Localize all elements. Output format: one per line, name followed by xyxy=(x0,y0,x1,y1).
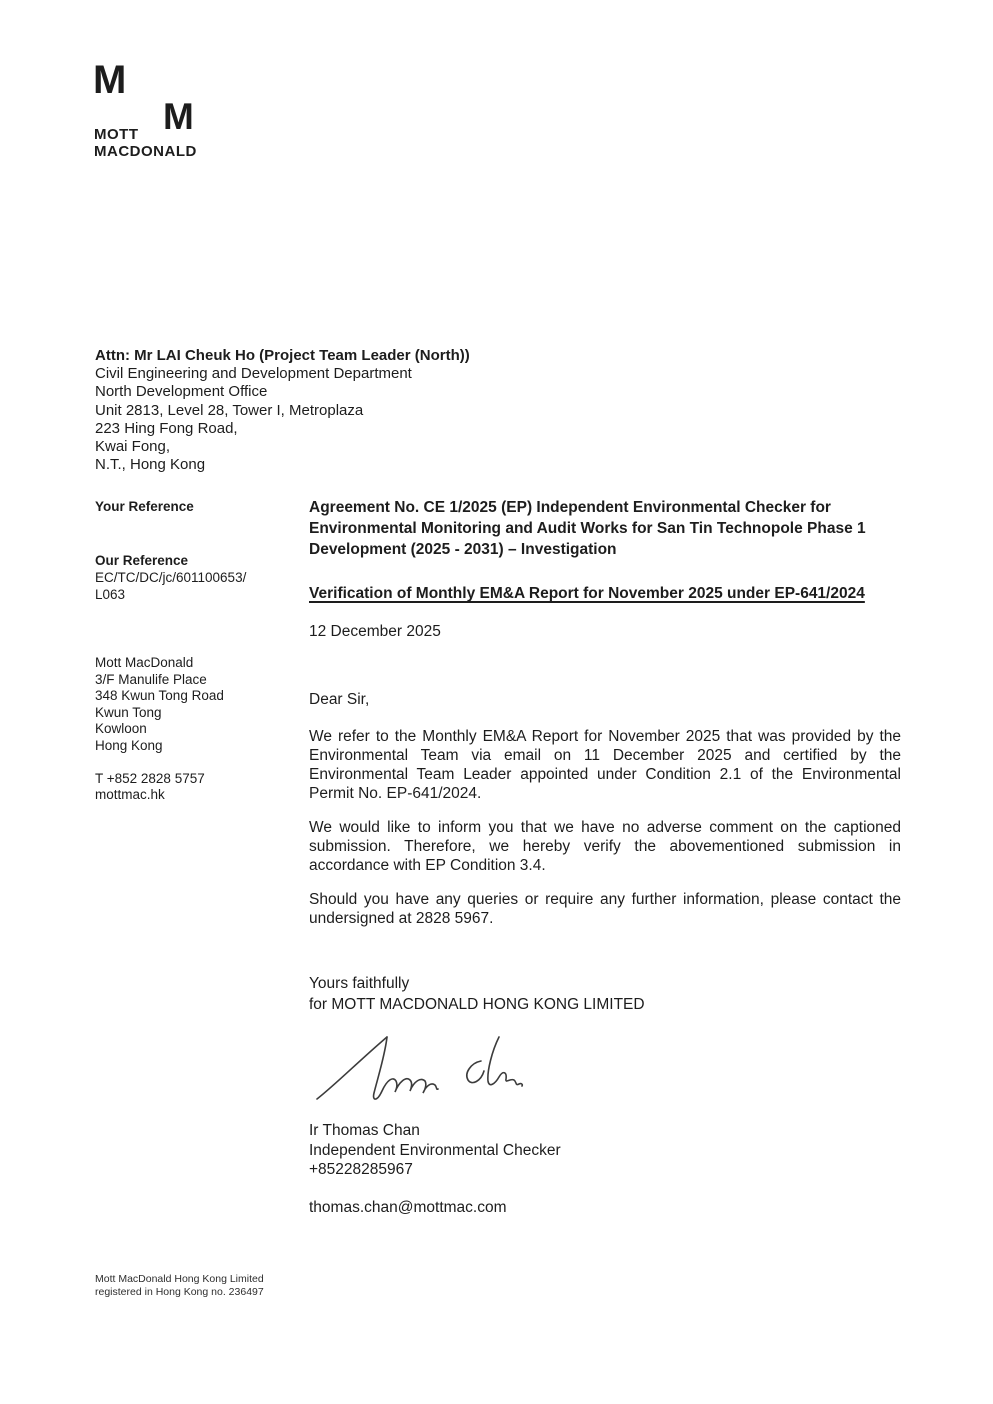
sender-website: mottmac.hk xyxy=(95,787,165,803)
signature-image xyxy=(309,1023,901,1109)
signer-details xyxy=(309,1121,901,1180)
sender-address-line: Kwun Tong xyxy=(95,704,162,720)
logo-word-mott: MOTT xyxy=(94,126,139,143)
our-reference-label: Our Reference xyxy=(95,553,189,568)
footer-company-name: Mott MacDonald Hong Kong Limited xyxy=(95,1273,264,1285)
logo-word-macdonald: MACDONALD xyxy=(94,143,197,160)
our-reference-value xyxy=(95,569,246,603)
body-paragraph: We refer to the Monthly EM&A Report for November 2025 that was provided by the Environmental Team via email on 11 December 2025 and certified by the Environmental Team Leader appointed under Condition 2.1 of the Environmental Permit No. EP-641/2024. xyxy=(309,728,901,802)
sender-address-block xyxy=(95,655,224,804)
sender-address-lines xyxy=(95,655,224,755)
closing-block xyxy=(309,973,901,1015)
sender-contact xyxy=(95,771,224,804)
recipient-address-line: Civil Engineering and Development Department xyxy=(95,365,412,383)
letter-date: 12 December 2025 xyxy=(309,623,441,640)
logo-wordmark xyxy=(94,126,197,160)
sender-address-line: Hong Kong xyxy=(95,737,163,753)
subject-line: Agreement No. CE 1/2025 (EP) Independent Environmental Checker for Environmental Monitoring and Audit Works for San Tin Technopole Phase 1 Development (2025 - 2031) – Investigation xyxy=(309,499,866,558)
recipient-address-line: North Development Office xyxy=(95,383,268,401)
recipient-address-line: 223 Hing Fong Road, xyxy=(95,419,238,437)
sender-address-line: Kowloon xyxy=(95,721,147,737)
recipient-address-line: N.T., Hong Kong xyxy=(95,456,206,474)
recipient-address-lines xyxy=(95,365,470,474)
mott-macdonald-logo xyxy=(93,58,223,166)
your-reference-label: Your Reference xyxy=(95,499,194,514)
body-paragraph: Should you have any queries or require any further information, please contact the undersigned at 2828 5967. xyxy=(309,891,901,927)
our-reference-value-line: L063 xyxy=(95,587,126,602)
closing-company-line: for MOTT MACDONALD HONG KONG LIMITED xyxy=(309,996,645,1013)
body-paragraph: We would like to inform you that we have no adverse comment on the captioned submission. Therefore, we hereby verify the abovementioned submission in accordance with EP Condition 3.4. xyxy=(309,819,901,874)
sender-address-line: Mott MacDonald xyxy=(95,655,194,670)
recipient-address-line: Unit 2813, Level 28, Tower I, Metroplaza xyxy=(95,401,364,419)
signer-phone: +85228285967 xyxy=(309,1161,413,1178)
recipient-address-line: Kwai Fong, xyxy=(95,438,171,456)
footer-registration-number: registered in Hong Kong no. 236497 xyxy=(95,1285,264,1298)
our-reference-value-line: EC/TC/DC/jc/601100653/ xyxy=(95,570,247,585)
sender-address-line: 3/F Manulife Place xyxy=(95,671,207,687)
signer-email: thomas.chan@mottmac.com xyxy=(309,1198,507,1216)
signer-name: Ir Thomas Chan xyxy=(309,1122,420,1139)
body-paragraphs xyxy=(309,727,901,928)
logo-m-icon: M xyxy=(93,58,127,102)
salutation: Dear Sir, xyxy=(309,691,370,708)
sender-address-line: 348 Kwun Tong Road xyxy=(95,688,224,704)
recipient-address-block xyxy=(95,347,470,474)
closing-valediction: Yours faithfully xyxy=(309,975,410,992)
sender-phone: T +852 2828 5757 xyxy=(95,770,205,786)
letter-body-column xyxy=(309,497,901,1217)
signer-title: Independent Environmental Checker xyxy=(309,1141,561,1159)
logo-m-icon: M xyxy=(163,96,194,137)
verification-heading: Verification of Monthly EM&A Report for November 2025 under EP-641/2024 xyxy=(309,585,865,602)
attention-line: Attn: Mr LAI Cheuk Ho (Project Team Leader (North)) xyxy=(95,347,470,364)
company-registration-footer xyxy=(95,1273,264,1298)
our-reference-block xyxy=(95,552,246,603)
